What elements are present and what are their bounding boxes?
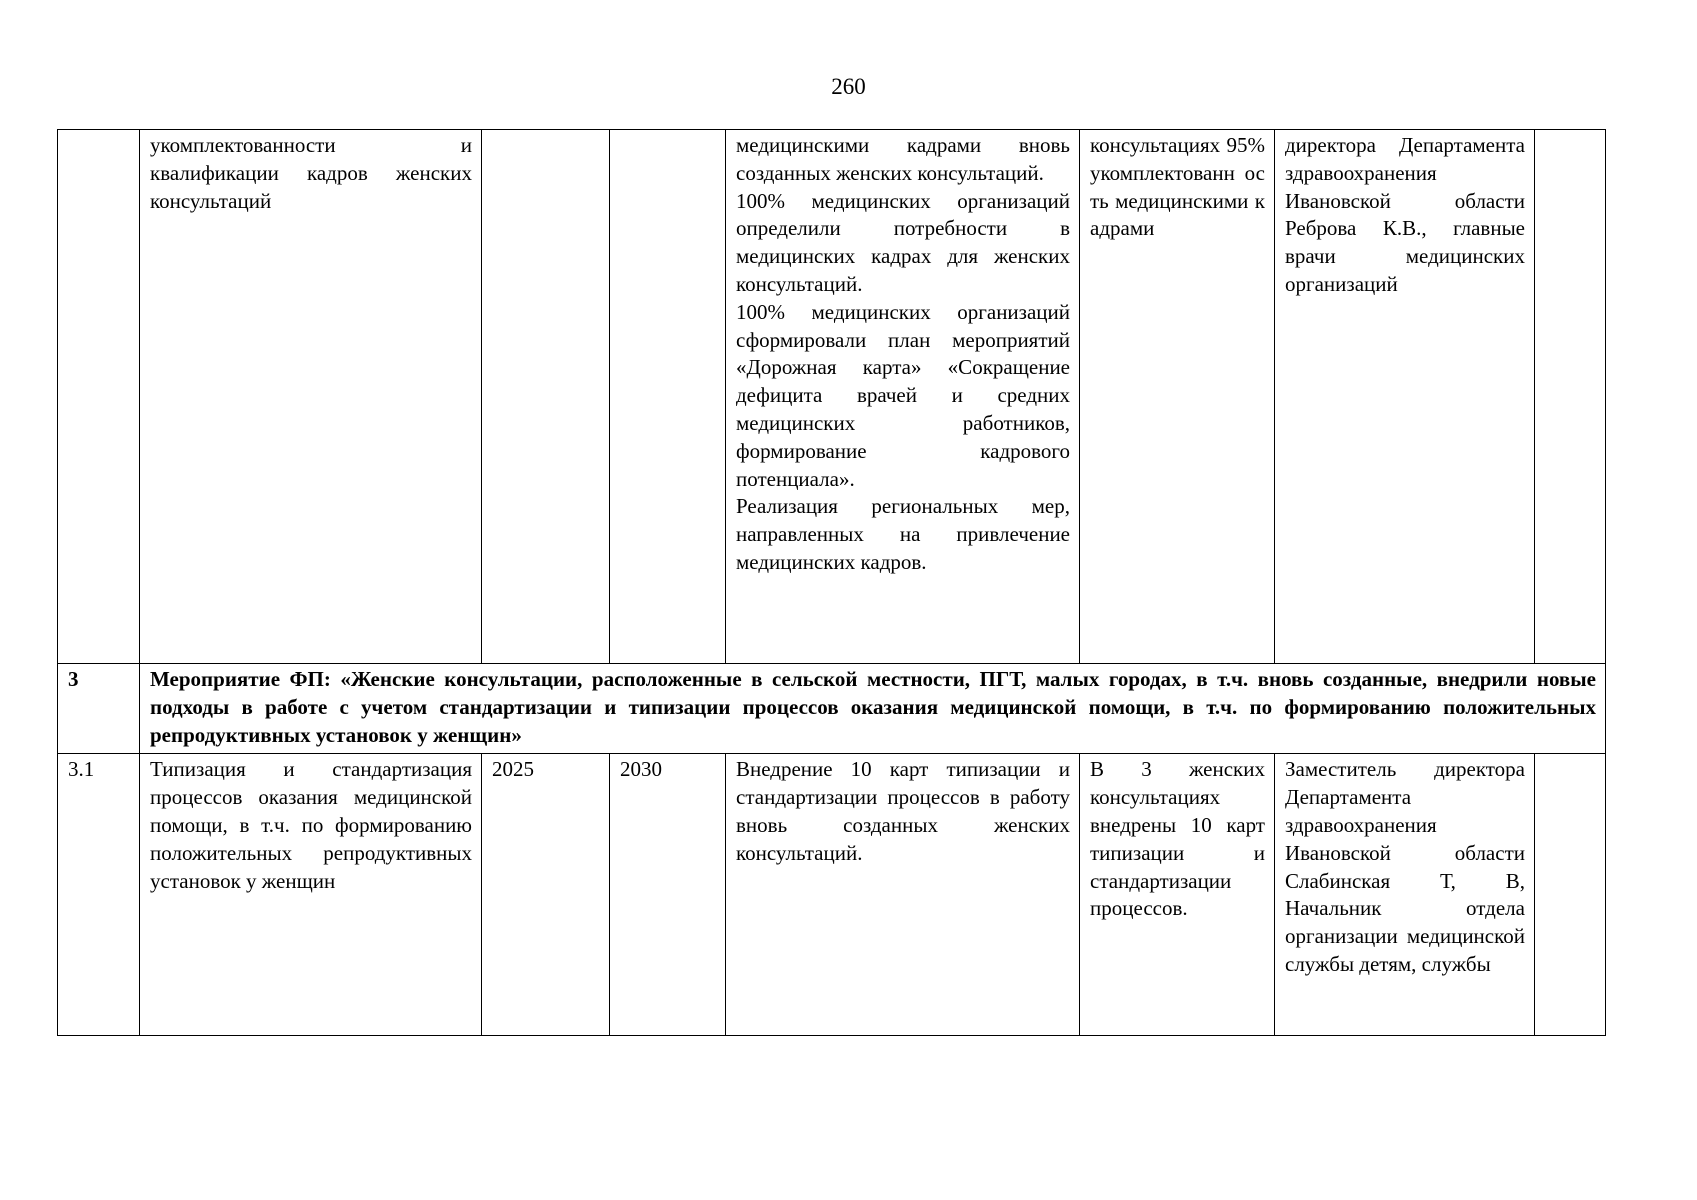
plan-table: [57, 129, 1606, 1036]
cell-number: 3.1: [58, 754, 140, 1036]
table-row-continued: [58, 130, 1606, 664]
cell-indicator: консультациях 95% укомплектованн ость медицинскими кадрами: [1080, 130, 1275, 664]
result-paragraph: 100% медицинских организаций определили потребности в медицинских кадрах для женских консультаций.: [736, 188, 1070, 296]
result-paragraph: Реализация региональных мер, направленных на привлечение медицинских кадров.: [736, 494, 1070, 574]
cell-result: Внедрение 10 карт типизации и стандартизации процессов в работу вновь созданных женских консультаций.: [726, 754, 1080, 1036]
table-row-section: [58, 664, 1606, 754]
section-title: Мероприятие ФП: «Женские консультации, расположенные в сельской местности, ПГТ, малых городах, в т.ч. вновь созданные, внедрили новые подходы в работе с учетом стандартизации и типизации процессов оказания медицинской помощи, в т.ч. по формированию положительных репродуктивных установок у женщин»: [140, 664, 1606, 754]
cell-end-year: [610, 130, 726, 664]
page-number: 260: [831, 74, 866, 99]
cell-responsible: директора Департамента здравоохранения Ивановской области Реброва К.В., главные врачи медицинских организаций: [1275, 130, 1535, 664]
cell-responsible: Заместитель директора Департамента здравоохранения Ивановской области Слабинская Т, В, Начальник отдела организации медицинской службы детям, службы: [1275, 754, 1535, 1036]
cell-start-year: [482, 130, 610, 664]
cell-event: укомплектованности и квалификации кадров женских консультаций: [140, 130, 482, 664]
cell-start-year: 2025: [482, 754, 610, 1036]
cell-result: [726, 130, 1080, 664]
cell-end-year: 2030: [610, 754, 726, 1036]
cell-number: [58, 130, 140, 664]
cell-event: Типизация и стандартизация процессов оказания медицинской помощи, в т.ч. по формированию положительных репродуктивных установок у женщин: [140, 754, 482, 1036]
result-paragraph: медицинскими кадрами вновь созданных женских консультаций.: [736, 133, 1070, 185]
result-paragraph: 100% медицинских организаций сформировали план мероприятий «Дорожная карта» «Сокращение дефицита врачей и средних медицинских работников, формирование кадрового потенциала».: [736, 299, 1070, 491]
table-row-3-1: [58, 754, 1606, 1036]
cell-extra: [1535, 130, 1606, 664]
cell-indicator: В 3 женских консультациях внедрены 10 карт типизации и стандартизации процессов.: [1080, 754, 1275, 1036]
cell-extra: [1535, 754, 1606, 1036]
section-number: 3: [58, 664, 140, 754]
